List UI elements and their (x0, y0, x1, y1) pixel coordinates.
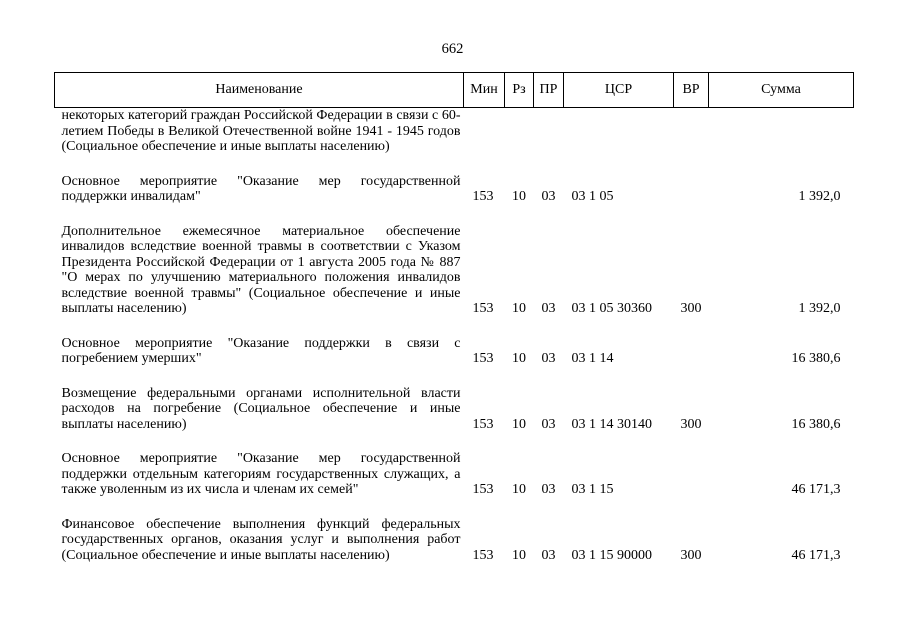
row-vr (674, 108, 709, 155)
header-csr: ЦСР (564, 73, 674, 108)
row-sum (709, 108, 854, 155)
row-csr: 03 1 15 (571, 482, 614, 497)
row-pr: 03 (541, 416, 556, 432)
row-sum: 46 171,3 (791, 547, 841, 563)
row-name: Основное мероприятие "Оказание мер государственной поддержки отдельным категориям государственных служащих, а также уволенным из их числа и членам их семей" (61, 451, 461, 497)
row-name: Возмещение федеральными органами исполнительной власти расходов на погребение (Социальное обеспечение и иные выплаты населению) (61, 385, 461, 432)
row-sum: 16 380,6 (791, 416, 841, 432)
row-min (464, 108, 505, 155)
row-pr: 03 (541, 189, 556, 204)
row-min: 153 (472, 301, 494, 316)
page-number: 662 (441, 41, 464, 57)
row-sum: 46 171,3 (791, 482, 841, 497)
row-rz: 10 (512, 189, 526, 204)
row-name: Основное мероприятие "Оказание мер государственной поддержки инвалидам" (61, 173, 461, 204)
row-sum: 16 380,6 (791, 351, 841, 366)
row-pr: 03 (541, 482, 556, 497)
budget-table (54, 72, 854, 563)
row-name: некоторых категорий граждан Российской Федерации в связи с 60-летием Победы в Великой Отечественной войне 1941 - 1945 годов (Социальное обеспечение и иные выплаты населению) (61, 108, 461, 154)
row-rz (505, 108, 534, 155)
row-csr: 03 1 15 90000 (571, 547, 652, 563)
row-csr: 03 1 14 30140 (571, 416, 652, 432)
row-pr: 03 (541, 547, 556, 563)
table-row (55, 317, 854, 367)
row-min: 153 (472, 547, 494, 563)
header-min: Мин (464, 73, 505, 108)
row-vr (674, 317, 709, 367)
table-row (55, 205, 854, 317)
table-row (55, 367, 854, 433)
row-vr (674, 155, 709, 205)
header-name: Наименование (55, 73, 464, 108)
row-vr: 300 (680, 301, 702, 316)
row-csr (564, 108, 674, 155)
row-rz: 10 (512, 351, 526, 366)
row-pr (534, 108, 564, 155)
row-sum: 1 392,0 (798, 301, 841, 316)
table-row (55, 498, 854, 564)
table-row (55, 108, 854, 155)
row-rz: 10 (512, 547, 526, 563)
row-pr: 03 (541, 351, 556, 366)
row-rz: 10 (512, 416, 526, 432)
row-csr: 03 1 05 30360 (571, 301, 652, 316)
row-sum: 1 392,0 (798, 189, 841, 204)
row-vr: 300 (680, 416, 702, 432)
row-vr: 300 (680, 547, 702, 563)
row-min: 153 (472, 189, 494, 204)
header-sum: Сумма (709, 73, 854, 108)
row-name: Дополнительное ежемесячное материальное обеспечение инвалидов вследствие военной травмы в соответствии с Указом Президента Российской Федерации от 1 августа 2005 года № 887 "О мерах по улучшению материального положения инвалидов вследствие военной травмы" (Социальное обеспечение и иные выплаты населению) (61, 223, 461, 316)
header-vr: ВР (674, 73, 709, 108)
row-min: 153 (472, 416, 494, 432)
row-pr: 03 (541, 301, 556, 316)
table-row (55, 432, 854, 498)
row-csr: 03 1 05 (571, 189, 614, 204)
row-name: Финансовое обеспечение выполнения функций федеральных государственных органов, оказания услуг и выполнения работ (Социальное обеспечение и иные выплаты населению) (61, 516, 461, 563)
row-min: 153 (472, 351, 494, 366)
table-header-row (55, 73, 854, 108)
row-rz: 10 (512, 301, 526, 316)
row-rz: 10 (512, 482, 526, 497)
row-csr: 03 1 14 (571, 351, 614, 366)
row-name: Основное мероприятие "Оказание поддержки в связи с погребением умерших" (61, 335, 461, 366)
table-row (55, 155, 854, 205)
row-vr (674, 432, 709, 498)
header-rz: Рз (505, 73, 534, 108)
row-min: 153 (472, 482, 494, 497)
header-pr: ПР (534, 73, 564, 108)
